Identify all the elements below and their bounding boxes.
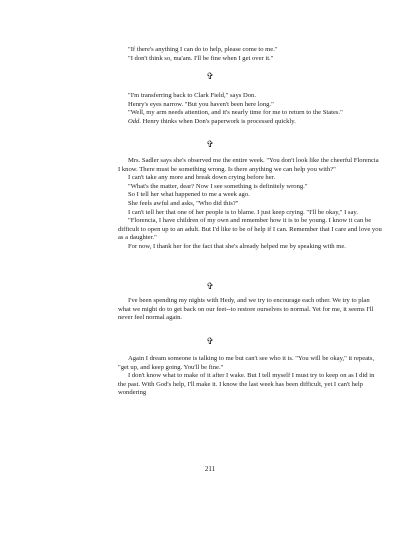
paragraph-rest: Henry thinks when Don's paperwork is processed quickly. (141, 117, 296, 125)
paragraph: Again I dream someone is talking to me but can't see who it is. "You will be okay," it repeats, "get up, and keep going. You'll be fine." (118, 355, 375, 371)
paragraph: I can't tell her that one of her people is to blame. I just keep crying. "I'll be okay," I say. (128, 208, 358, 216)
italic-word: Odd. (128, 117, 142, 125)
section-2 (118, 92, 382, 126)
paragraph: I can't take any more and break down crying before her. (128, 174, 276, 182)
section-divider-ornament: ✞ (206, 139, 214, 149)
paragraph: For now, I thank her for the fact that she's already helped me by speaking with me. (128, 242, 346, 250)
paragraph: I've been spending my nights with Hedy, and we try to encourage each other. We try to plan what we might do to get back on our feet--to restore ourselves to normal. Yet for me, it seems I'll never feel normal again. (118, 297, 374, 322)
page-number: 211 (204, 465, 216, 473)
paragraph (118, 118, 382, 127)
paragraph: "Florencia, I have children of my own and remember how it is to be young. I know it can be difficult to open up to an adult. But I'd like to be of help if I can. Remember that I care and love you as a daughter." (118, 217, 382, 242)
paragraph: Henry's eyes narrow. "But you haven't been here long." (128, 100, 274, 108)
paragraph: Mrs. Sadler says she's observed me the entire week. "You don't look like the cheerful Florencia I know. There must be something wrong. Is there anything we can help you with?" (118, 157, 379, 173)
section-divider-ornament: ✞ (206, 71, 214, 81)
section-1 (118, 46, 382, 63)
paragraph: "Well, my arm needs attention, and it's nearly time for me to return to the States." (128, 109, 343, 117)
section-3 (118, 157, 382, 252)
section-divider-ornament: ✞ (206, 336, 214, 346)
paragraph: "What's the matter, dear? Now I see something is definitely wrong." (128, 182, 308, 190)
paragraph: "I'm transferring back to Clark Field," says Don. (128, 92, 256, 99)
paragraph: So I tell her what happened to me a week ago. (128, 191, 250, 199)
section-4 (118, 297, 382, 323)
section-5 (118, 355, 382, 398)
section-divider-ornament: ✞ (206, 281, 214, 291)
paragraph: She feels awful and asks, "Who did this?" (128, 199, 239, 207)
paragraph: "If there's anything I can do to help, please come to me." (128, 46, 278, 53)
paragraph: I don't know what to make of it after I wake. But I tell myself I must try to keep on as I did in the past. With God's help, I'll make it. I know the last week has been difficult, yet I can't help wondering (118, 372, 375, 397)
paragraph: "I don't think so, ma'am. I'll be fine when I get over it." (128, 54, 274, 62)
